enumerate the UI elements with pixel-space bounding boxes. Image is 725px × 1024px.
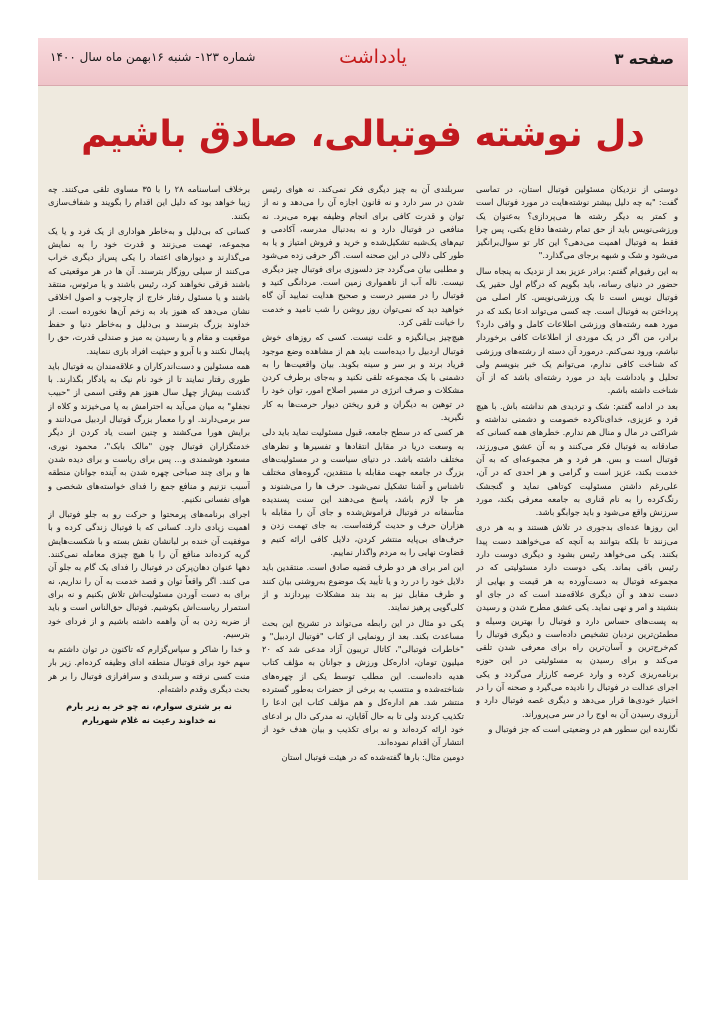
- paragraph: این امر برای هر دو طرف قضیه صادق است. منتقدین باید دلایل خود را در رد و یا تأیید یک موضوع به‌روشنی بیان کنند و طرف مقابل نیز به بند بند مشکلات بپردازند و از کلی‌گویی پرهیز نمایند.: [262, 562, 464, 613]
- paragraph: کسانی که بی‌دلیل و به‌خاطر هواداری از یک فرد و یا یک مجموعه، تهمت می‌زنند و قدرت خود را به نمایش می‌گذارند و دیوارهای اعتماد را یکی پس‌از دیگری خراب می‌کنند از سیلی روزگار بترسند. آن ها در هر موقعیتی که باشند قرقی نخواهند کرد، رئیس باشند و یا مرئوس، منتقد باشند و یا مسئول رفتار خارج از چارچوب و اصول اخلاقی نشان می‌دهد که هنوز باد به زخم آن‌ها نخورده است. از خداوند بزرگ بترسند و بی‌دلیل و به‌خاطر دنیا و حفظ موقعیت و مقام و یا رسیدن به میز و صندلی قدرت، حق را پایمال نکنند و با آبرو و حیثیت افراد بازی ننمایند.: [48, 225, 250, 356]
- paragraph: دومین مثال: بارها گفته‌شده که در هیئت فوتبال استان: [281, 752, 464, 763]
- poem-line: نه بر شتری سوارم، نه چو خر به زیر بارم: [66, 701, 232, 712]
- section-title: یادداشت: [339, 46, 407, 68]
- paragraph: سربلندی آن به چیز دیگری فکر نمی‌کند. نه هوای رئیس شدن در سر دارد و نه قانون اجازه آن را می‌دهد و نه از توان و قدرت کافی برای انجام وظیفه بهره می‌برد. نه منافعی در فوتبال دارد و نه به‌دنبال مدرسه، آکادمی و تیم‌های یک‌شبه تشکیل‌شده و خرید و فروش امتیاز و یا به طور کلی دلالی در این صحنه است. اگر حرفی زده می‌شود و مطلبی بیان می‌گردد جز دلسوزی برای فوتبال چیز دیگری نیست. ناله آب از ناهمواری زمین است. مردانگی کنید و فوتبال را در مسیر درست و صحیح هدایت نمایید آن گاه خواهید دید که نمی‌توان روز روشن را شب نامید و خدمت را خیانت تلقی کرد.: [262, 184, 464, 327]
- page-header: [38, 38, 688, 86]
- paragraph: همه مسئولین و دست‌اندرکاران و علاقه‌مندان به فوتبال باید طوری رفتار نمایند تا از خود نام نیک به یادگار بگذارند. با گذشت بیش‌از چهل سال هنوز هم وقتی اسمی از "حبیب نجفلو" به میان می‌آید به احترامش به پا می‌خیزند و کلاه از سر برمی‌دارند. او را معمار بزرگ فوتبال اردبیل می‌دانند و برایش هورا می‌کشند و چنین است یاد کردن از دیگر خدمتگزاران فوتبال چون "مالک بابک"، محمود نوری، مسعود هوشمندی و... پس برای ریاست و برای دیده شدن ها و برای چند صباحی چهره شدن به آینده جوانان منطقه آسیب نزنیم و منافع جمع را فدای خواسته‌های شخصی و هوای نفسانی نکنیم.: [48, 360, 250, 504]
- article-body: [48, 183, 678, 873]
- newspaper-page: [38, 38, 688, 880]
- paragraph: برخلاف اساسنامه ۲۸ را با ۳۵ مساوی تلقی می‌کنند. چه زیبا خواهد بود که دلیل این اقدام را بگویند و شفاف‌سازی بکنند.: [48, 184, 250, 221]
- paragraph: هیچ‌چیز بی‌انگیزه و علت نیست. کسی که روزهای خوش فوتبال اردبیل را دیده‌است باید هم از مشاهده وضع موجود فریاد برند و بر سر و سینه بکوبد. بیان واقعیت‌ها را به دشمنی با یک مجموعه تلقی نکنید و به‌جای برطرف کردن مشکلات و صرف انرژی در مسیر اصلاح امور، توان خود را در توهین به دیگران و فرو ریختن دیوار حرمت‌ها به کار نگیرید.: [262, 332, 464, 423]
- closing-poem: [48, 700, 250, 727]
- paragraph: دوستی از نزدیکان مسئولین فوتبال استان، در تماسی گفت: "به چه دلیل بیشتر نوشته‌هایت در مورد فوتبال است و کمتر به دیگر رشته ها می‌پردازی؟ به‌عنوان یک ورزشی‌نویس باید از حق تمام رشته‌ها دفاع بکنی، پس چرا فقط به فوتبال اهمیت می‌دهی؟ این کار تو سوال‌برانگیز می‌شود و شک و شبهه برجای می‌گذارد.": [476, 184, 678, 261]
- page-number: صفحه ۳: [614, 50, 674, 68]
- column-1: [476, 183, 678, 873]
- issue-info: شماره ۱۲۳- شنبه ۱۶بهمن ماه سال ۱۴۰۰: [50, 50, 256, 64]
- paragraph: این روزها عده‌ای بدجوری در تلاش هستند و به هر دری می‌زنند تا بلکه بتوانند به آنچه که می‌خواهند دست پیدا بکنند. یکی می‌خواهد رئیس بشود و دیگری دوست دارد رئیس باقی بماند. یکی دوست دارد مسئولیتی که در مجموعه فوتبال به دست‌آورده به هر قیمت و بهایی از دست ندهد و آن دیگری علاقه‌مند است که در جای او بنشیند و امر و نهی نماید. یکی عشق مطرح شدن و رسیدن به پست‌های حساس دارد و فوتبال را بهترین وسیله و مطمئن‌ترین نردبان تشخیص داده‌است و دیگری فوتبال را کم‌خرج‌ترین و آسان‌ترین راه برای معرفی شدن تلقی می‌کند و برای رسیدن به مسئولیتی در این حوزه برنامه‌ریزی کرده و وارد عرصه کارزار می‌گردد و یکی اجرای عدالت در فوتبال را نادیده می‌گیرد و صحنه آن را در اختیار خودی‌ها قرار می‌دهد و دیگری غصه فوتبال دارد و آرزوی رسیدن آن به اوج را در سر می‌پروراند.: [476, 522, 678, 719]
- paragraph: و خدا را شاکر و سپاس‌گزارم که تاکنون در توان داشتم به سهم خود برای فوتبال منطقه ادای وظیفه کرده‌ام. زیر بار منت کسی نرفته و سربلندی و سرافرازی فوتبال را بر هر بحث دیگری وقدم داشته‌ام.: [48, 644, 250, 694]
- column-3: [48, 183, 250, 873]
- column-2: [262, 183, 464, 873]
- poem-line: نه خداوند رعیت نه غلام شهریارم: [82, 714, 216, 725]
- paragraph: نگارنده این سطور هم در وضعیتی است که جز فوتبال و: [488, 723, 678, 734]
- paragraph: اجرای برنامه‌های پرمحتوا و حرکت رو به جلو فوتبال از اهمیت زیادی دارد. کسانی که با فوتبال زندگی کرده و با موفقیت آن خنده بر لبانشان نقش بسته و با شکست‌هایش گریه کرده‌اند منافع آن را با هیچ چیزی معامله نمی‌کنند. دهها عنوان دهان‌پرکن در فوتبال را فدای یک گام به جلو آن می کنند. اگر واقعاً توان و قصد خدمت به آن را نداریم، نه برای به دست آوردن مسئولیت‌اش تلاش بکنیم و نه برای استمرار ریاست‌اش بکوشیم. فوتبال حق‌الناس است و باید از ضربه زدن به آن واهمه داشته باشیم و از فردای خود بترسیم.: [48, 509, 250, 639]
- paragraph: هر کسی که در سطح جامعه، قبول مسئولیت نماید باید دلی به وسعت دریا در مقابل انتقادها و تفسیرها و نظرهای مختلف داشته باشد. در دنیای سیاست و در مسئولیت‌های بزرگ در جامعه جهت مقابله با منتقدین، گروه‌های مختلف ناشناس و آشنا تشکیل نمی‌شود. حرف ها را می‌شنوند و هر جا لازم باشد، پاسخ می‌دهند این سنت پسندیده متأسفانه در فوتبال فراموش‌شده و جای آن را مقابله با هزاران حرف و حدیث گرفته‌است. به جای تهمت زدن و حرف‌های بی‌پایه منتشر کردن، دلایل کافی ارائه کنیم و قضاوت نهایی را به مردم واگذار نماییم.: [262, 427, 464, 558]
- paragraph: به این رفیق‌ام گفتم: برادر عزیز بعد از نزدیک به پنجاه سال حضور در دنیای رسانه، باید بگویم که درگام اول حقیر یک فوتبال نویس است تا یک ورزشی‌نویس. کار اصلی من پرداختن به فوتبال است. چه کسی می‌تواند ادعا بکند که در مورد همه رشته‌های ورزشی اطلاعات کامل و وافی دارد؟ برادر، من اگر در یک موردی از اطلاعات کافی برخوردار نباشم، ورود نمی‌کنم. درمورد آن دسته از رشته‌های ورزشی که شناخت کافی ندارم، می‌توانم یک خبر بنویسم ولی تحلیل و یادداشت باید در مورد رشته‌ای باشد که از آن شناخت داشته باشم.: [476, 265, 678, 396]
- paragraph: بعد در ادامه گفتم: شک و تردیدی هم نداشته باش. با هیچ فرد و عزیزی، خدای‌ناکرده خصومت و دشمنی نداشته و شراکتی در مال و منال هم ندارم. خطرهای همه کسانی که صادقانه به فوتبال فکر می‌کنند و به آن عشق می‌ورزند، فوتبال است و بس. هر فرد و هر مجموعه‌ای که به آن خدمت بکند، عزیز است و گرامی و هر احدی که در آن، علی‌رغم داشتن مسئولیت کوتاهی نماید و گنجشک رنگ‌کرده را به نام قناری به جامعه معرفی بکند، مورد سرزنش واقع می‌شود و باید جوابگو باشد.: [476, 400, 678, 518]
- article-headline: دل نوشته فوتبالی، صادق باشیم: [81, 114, 645, 155]
- paragraph: یکی دو مثال در این رابطه می‌تواند در تشریح این بحث مساعدت بکند. بعد از رونمایی از کتاب "فوتبال اردبیل" و "خاطرات فوتبالی"، کاتال تریبون آزاد مدعی شد که ۲۰ میلیون تومان، اداره‌کل ورزش و جوانان به مؤلف کتاب هدیه داده‌است. این مطلب توسط یکی از چهره‌های شناخته‌شده و منتسب به برخی از حضرات به‌طور گسترده منتشر شد. هم اداره‌کل و هم مؤلف کتاب این ادعا را تکذیب کردند ولی تا به حال آقایان، نه مدرکی دال بر ادعای خود ارائه کرده‌اند و نه برای تکذیب و بیان هدف خود از انتشار آن اقدام نموده‌اند.: [262, 617, 464, 748]
